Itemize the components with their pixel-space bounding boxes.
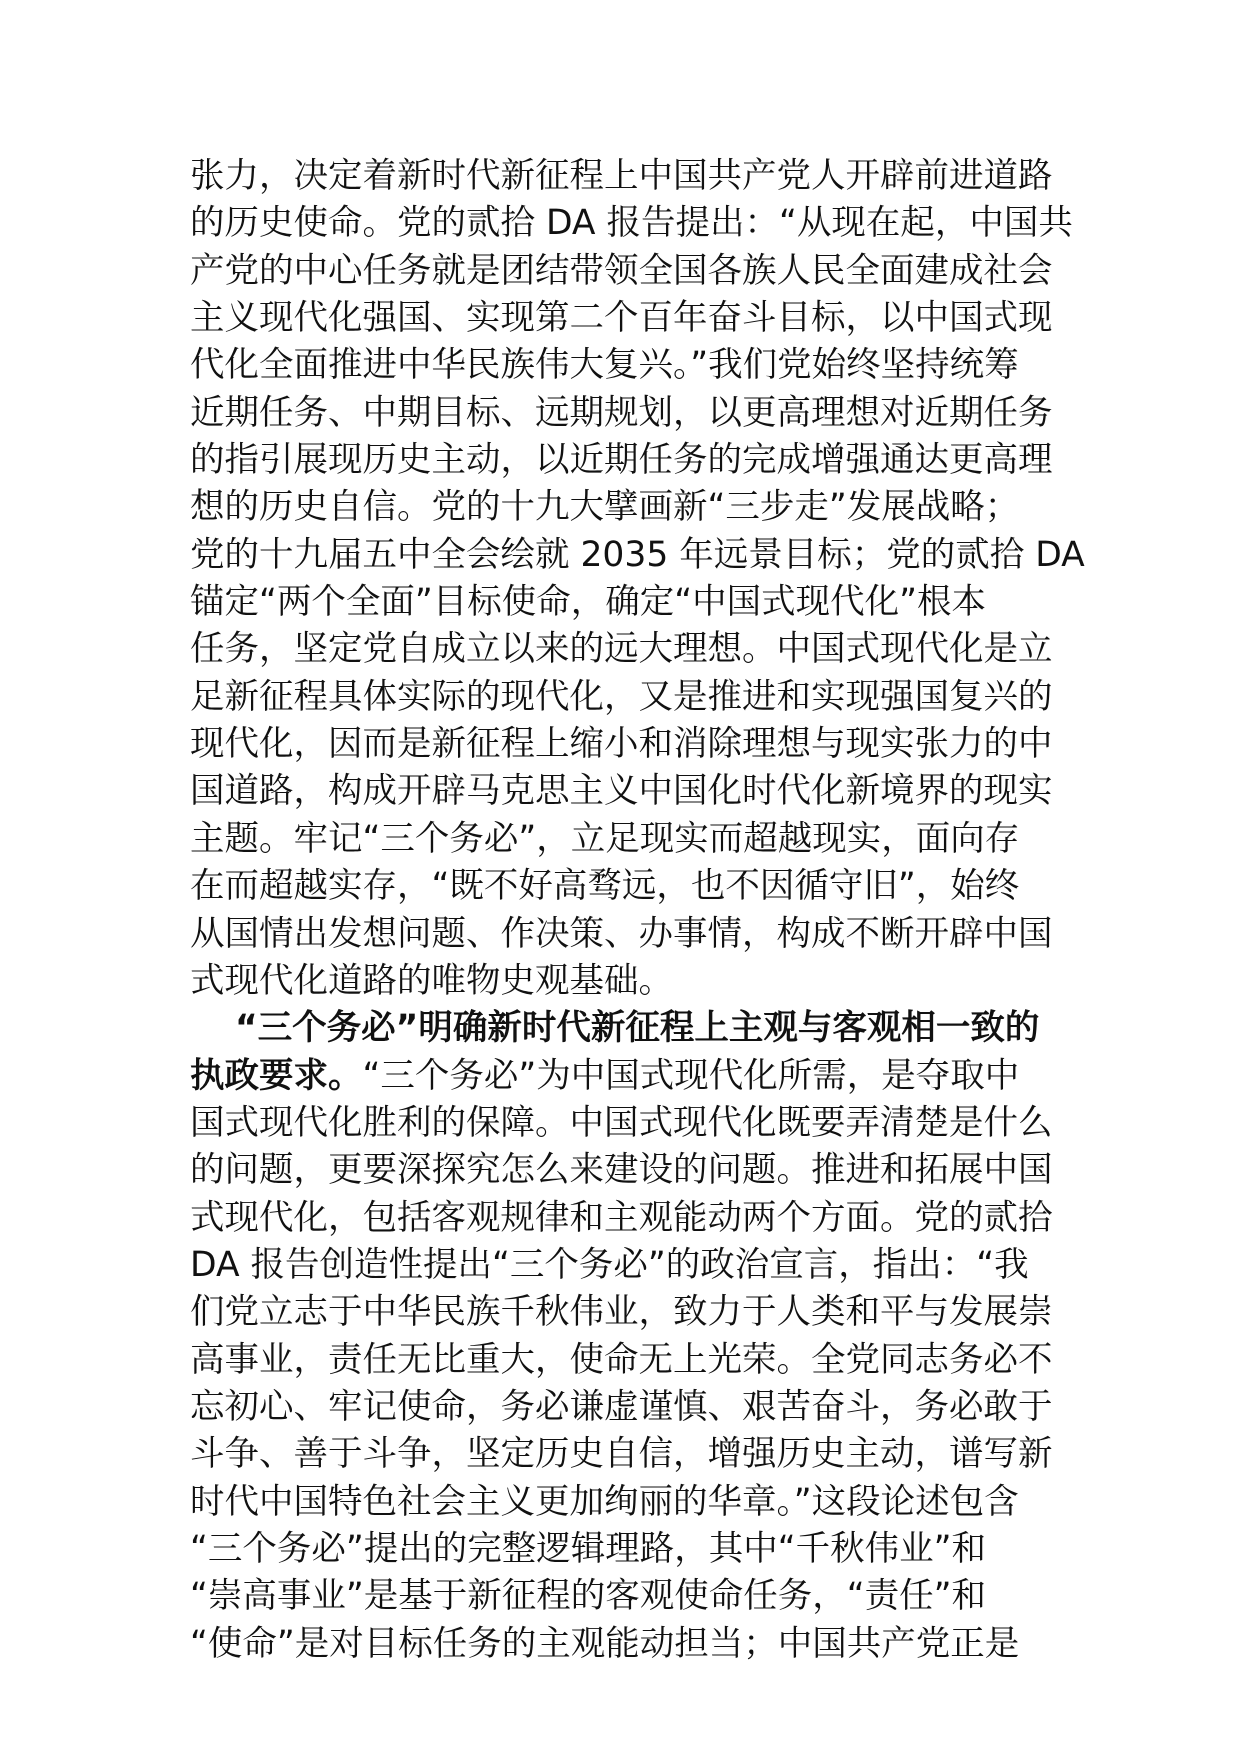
text-line: 国式现代化胜利的保障。中国式现代化既要弄清楚是什么 (190, 1102, 1053, 1143)
text-line: 式现代化，包括客观规律和主观能动两个方面。党的贰拾 (190, 1197, 1053, 1238)
text-line: “三个务必”提出的完整逻辑理路，其中“千秋伟业”和 (190, 1528, 986, 1569)
text-line: 忘初心、牢记使命，务必谦虚谨慎、艰苦奋斗，务必敢于 (190, 1386, 1053, 1427)
text-span: “三个务必”为中国式现代化所需，是夺取中 (362, 1055, 1020, 1096)
text-line: 高事业，责任无比重大，使命无上光荣。全党同志务必不 (190, 1339, 1053, 1380)
paragraph-1 (190, 153, 1085, 1005)
text-line: “使命”是对目标任务的主观能动担当；中国共产党正是 (190, 1623, 1020, 1664)
text-line: 的历史使命。党的贰拾 DA 报告提出：“从现在起，中国共 (190, 203, 1073, 244)
text-line: DA 报告创造性提出“三个务必”的政治宣言，指出：“我 (190, 1244, 1029, 1285)
text-line: 代化全面推进中华民族伟大复兴。”我们党始终坚持统筹 (190, 345, 1019, 386)
body-text (190, 153, 1085, 1668)
text-line: 现代化，因而是新征程上缩小和消除理想与现实张力的中 (190, 724, 1053, 765)
text-line: 从国情出发想问题、作决策、办事情，构成不断开辟中国 (190, 913, 1053, 954)
text-line: 产党的中心任务就是团结带领全国各族人民全面建成社会 (190, 250, 1053, 291)
text-line: 时代中国特色社会主义更加绚丽的华章。”这段论述包含 (190, 1481, 1019, 1522)
paragraph-2 (190, 1005, 1060, 1668)
text-line: 近期任务、中期目标、远期规划，以更高理想对近期任务 (190, 392, 1053, 433)
text-line: 主义现代化强国、实现第二个百年奋斗目标，以中国式现 (190, 298, 1053, 339)
text-line: 任务，坚定党自成立以来的远大理想。中国式现代化是立 (190, 629, 1053, 670)
section-heading-end: 执政要求。 (190, 1055, 363, 1096)
text-line: 在而超越实存，“既不好高骛远，也不因循守旧”，始终 (190, 866, 1020, 907)
text-line: 足新征程具体实际的现代化，又是推进和实现强国复兴的 (190, 676, 1053, 717)
text-line: 国道路，构成开辟马克思主义中国化时代化新境界的现实 (190, 771, 1053, 812)
text-line: 们党立志于中华民族千秋伟业，致力于人类和平与发展崇 (190, 1292, 1053, 1333)
section-heading: “三个务必”明确新时代新征程上主观与客观相一致的 (235, 1008, 1040, 1049)
text-line: 的指引展现历史主动，以近期任务的完成增强通达更高理 (190, 440, 1053, 481)
text-line: 想的历史自信。党的十九大擘画新“三步走”发展战略； (190, 487, 1020, 528)
text-line: “崇高事业”是基于新征程的客观使命任务，“责任”和 (190, 1576, 986, 1617)
text-line: 张力，决定着新时代新征程上中国共产党人开辟前进道路 (190, 156, 1053, 196)
text-line: 的问题，更要深探究怎么来建设的问题。推进和拓展中国 (190, 1150, 1053, 1191)
text-line: 式现代化道路的唯物史观基础。 (190, 960, 673, 1001)
text-line: 斗争、善于斗争，坚定历史自信，增强历史主动，谱写新 (190, 1434, 1053, 1475)
text-line (190, 1053, 1060, 1100)
text-line: 锚定“两个全面”目标使命，确定“中国式现代化”根本 (190, 582, 986, 623)
text-line: 主题。牢记“三个务必”，立足现实而超越现实，面向存 (190, 818, 1020, 859)
text-line: 党的十九届五中全会绘就 2035 年远景目标；党的贰拾 DA (190, 534, 1085, 575)
